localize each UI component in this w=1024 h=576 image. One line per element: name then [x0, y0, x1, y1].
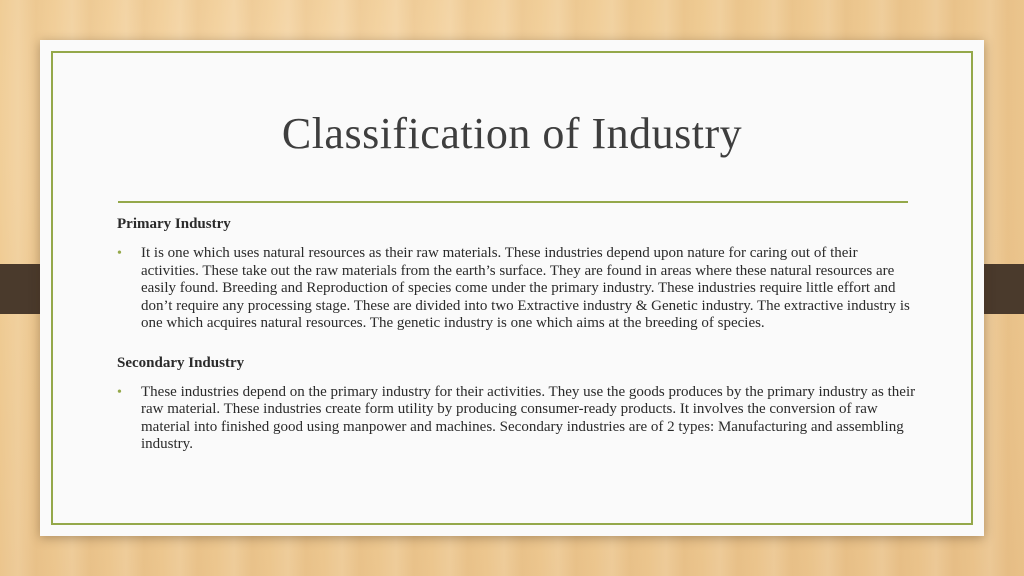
slide-title: Classification of Industry	[281, 109, 743, 158]
slide-content	[117, 216, 917, 454]
bullet-text: It is one which uses natural resources as their raw materials. These industries depend upon nature for caring out of their activities. These take out the raw materials from the earth’s surface. They are found in areas where these natural resources are easily found. Breeding and Reproduction of species come under the primary industry. These industries require little effort and don’t require any processing stage. These are divided into two Extractive industry & Genetic industry. The extractive industry is one which acquires natural resources. The genetic industry is one which aims at the breeding of species.	[141, 245, 910, 331]
section-primary-industry	[117, 216, 917, 333]
section-heading: Primary Industry	[117, 216, 231, 232]
section-secondary-industry	[117, 355, 917, 454]
bullet-item	[117, 245, 917, 333]
bullet-item	[117, 384, 917, 454]
bullet-icon: •	[117, 384, 122, 400]
slide-card	[40, 40, 984, 536]
section-heading: Secondary Industry	[117, 354, 245, 371]
title-divider	[118, 201, 908, 203]
bullet-text: These industries depend on the primary industry for their activities. They use the goods produces by the primary industry as their raw material. These industries create form utility by producing consumer-ready products. It involves the conversion of raw material into finished good using manpower and machines. Secondary industries are of 2 types: Manufacturing and assembling industry.	[141, 383, 916, 452]
bullet-icon: •	[117, 246, 122, 261]
